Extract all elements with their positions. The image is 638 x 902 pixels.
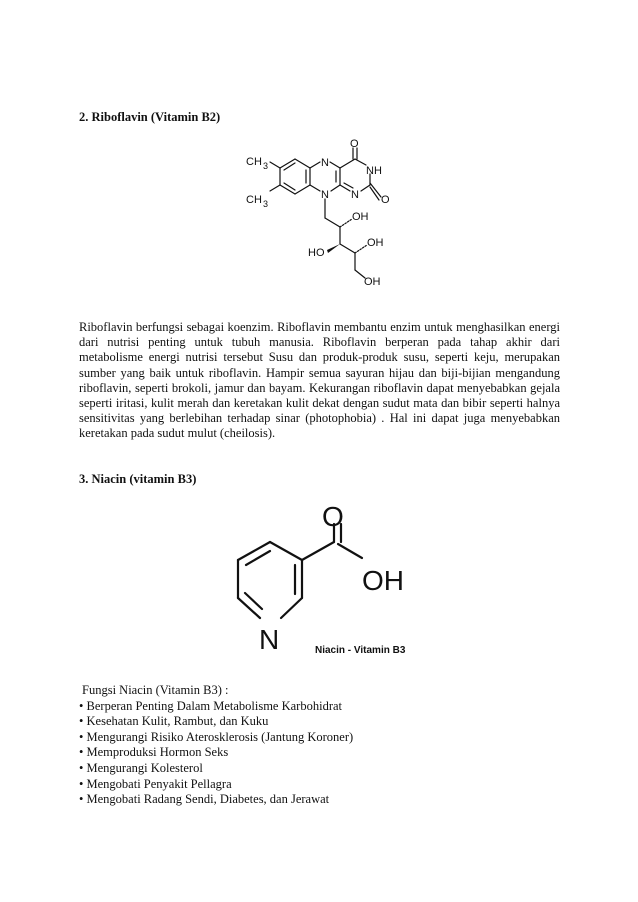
niacin-structure-image bbox=[222, 498, 422, 663]
ch3-top-subscript: 3 bbox=[263, 161, 269, 171]
o-top-label: O bbox=[350, 138, 359, 150]
list-item: • Mengobati Radang Sendi, Diabetes, dan Jerawat bbox=[79, 792, 353, 808]
niacin-functions-title: Fungsi Niacin (Vitamin B3) : bbox=[82, 683, 229, 697]
ch3-top-label: CH bbox=[246, 156, 262, 168]
niacin-structure-svg bbox=[222, 498, 422, 658]
list-item: • Mengobati Penyakit Pellagra bbox=[79, 777, 353, 793]
oh-label-3: OH bbox=[364, 276, 381, 288]
list-item: • Mengurangi Risiko Aterosklerosis (Jantung Koroner) bbox=[79, 730, 353, 746]
n-ring-label: N bbox=[351, 189, 359, 201]
ho-label: HO bbox=[308, 247, 325, 259]
o-right-label: O bbox=[381, 194, 390, 206]
niacin-caption: Niacin - Vitamin B3 bbox=[315, 645, 406, 656]
niacin-functions-list bbox=[79, 699, 353, 808]
list-item: • Berperan Penting Dalam Metabolisme Karbohidrat bbox=[79, 699, 353, 715]
niacin-n-label: N bbox=[259, 624, 280, 655]
n-bottom-label: N bbox=[321, 189, 329, 201]
riboflavin-heading: 2. Riboflavin (Vitamin B2) bbox=[79, 110, 221, 124]
list-item: • Mengurangi Kolesterol bbox=[79, 761, 353, 777]
riboflavin-structure-image bbox=[240, 138, 400, 295]
list-item: • Kesehatan Kulit, Rambut, dan Kuku bbox=[79, 714, 353, 730]
niacin-heading: 3. Niacin (vitamin B3) bbox=[79, 472, 197, 486]
niacin-o-label: O bbox=[322, 501, 344, 532]
niacin-oh-label: OH bbox=[362, 565, 404, 596]
niacin-functions bbox=[79, 683, 353, 808]
oh-label-2: OH bbox=[367, 237, 384, 249]
nh-label: NH bbox=[366, 165, 382, 177]
ch3-bottom-subscript: 3 bbox=[263, 199, 269, 209]
list-item: • Memproduksi Hormon Seks bbox=[79, 745, 353, 761]
riboflavin-paragraph: Riboflavin berfungsi sebagai koenzim. Riboflavin membantu enzim untuk menghasilkan energi dari nutrisi penting untuk tubuh manusia. Riboflavin berperan pada tahap akhir dari metabolisme energi nutrisi tersebut Susu dan produk-produk susu, seperti keju, merupakan sumber yang baik untuk riboflavin. Hampir semua sayuran hijau dan biji-bijian mengandung riboflavin, seperti brokoli, jamur dan bayam. Kekurangan riboflavin dapat menyebabkan gejala seperti iritasi, kulit merah dan keretakan kulit dekat dengan sudut mata dan bibir seperti halnya sensitivitas yang berlebihan terhadap sinar (photophobia) . Hal ini dapat juga menyebabkan keretakan pada sudut mulut (cheilosis). bbox=[79, 320, 560, 441]
riboflavin-structure-svg bbox=[240, 138, 400, 290]
oh-label-1: OH bbox=[352, 211, 369, 223]
ch3-bottom-label: CH bbox=[246, 194, 262, 206]
n-top-label: N bbox=[321, 157, 329, 169]
